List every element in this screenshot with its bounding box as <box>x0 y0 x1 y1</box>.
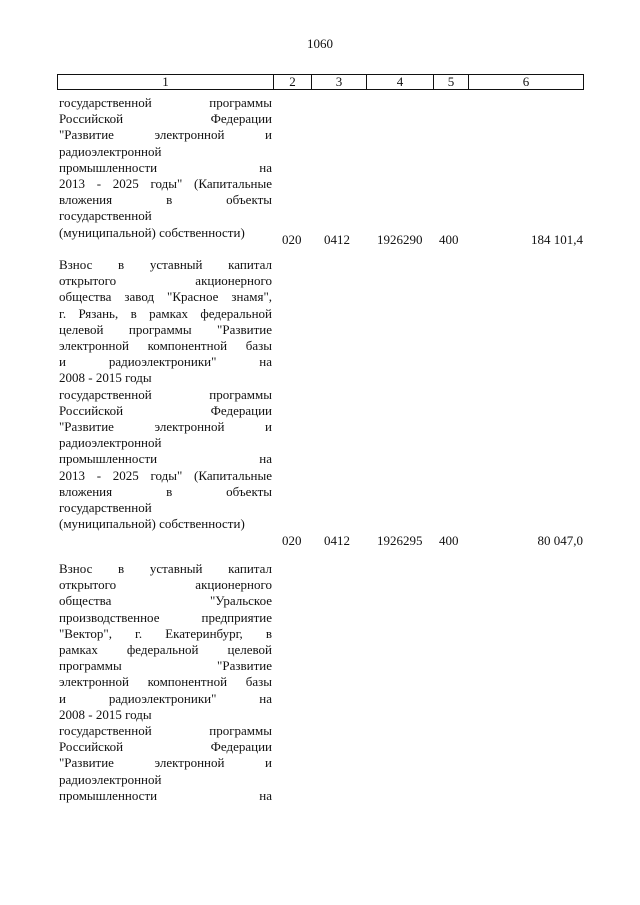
description-line: государственной программы <box>59 723 272 739</box>
description-line: промышленности на <box>59 159 272 175</box>
description-line: электронной компонентной базы <box>59 338 272 354</box>
description-line: производственное предприятие <box>59 609 272 625</box>
cell-section: 0412 <box>324 232 350 247</box>
description-line: "Развитие электронной и <box>59 419 272 435</box>
description-line: Взнос в уставный капитал <box>59 561 272 576</box>
description-line: 2013 - 2025 годы" (Капитальные <box>59 467 272 483</box>
description-line: 2008 - 2015 годы <box>59 370 152 386</box>
description-line: Российской Федерации <box>59 739 272 755</box>
description-line: радиоэлектронной <box>59 771 162 787</box>
cell-amount: 184 101,4 <box>531 232 583 247</box>
description-line: "Развитие электронной и <box>59 127 272 143</box>
description-line: открытого акционерного <box>59 273 272 289</box>
column-header-3: 3 <box>312 75 367 89</box>
row-description <box>59 561 272 804</box>
description-line: рамках федеральной целевой <box>59 642 272 658</box>
cell-target-article: 1926290 <box>377 232 423 247</box>
description-line: государственной программы <box>59 95 272 110</box>
column-header-5: 5 <box>434 75 469 89</box>
page-number: 1060 <box>307 36 333 51</box>
column-header-4: 4 <box>367 75 434 89</box>
cell-ved: 020 <box>282 533 302 548</box>
description-line: Российской Федерации <box>59 402 272 418</box>
description-line: общества завод "Красное знамя", <box>59 289 272 305</box>
cell-amount: 80 047,0 <box>537 533 583 548</box>
description-line: промышленности на <box>59 787 272 803</box>
description-line: открытого акционерного <box>59 577 272 593</box>
cell-target-article: 1926295 <box>377 533 423 548</box>
description-line: "Вектор", г. Екатеринбург, в <box>59 625 272 641</box>
description-line: 2008 - 2015 годы <box>59 706 152 722</box>
cell-ved: 020 <box>282 232 302 247</box>
description-line: радиоэлектронной <box>59 435 162 451</box>
description-line: вложения в объекты <box>59 192 272 208</box>
column-header-1: 1 <box>58 75 274 89</box>
description-line: государственной <box>59 500 152 516</box>
description-line: электронной компонентной базы <box>59 674 272 690</box>
cell-expense-type: 400 <box>439 232 459 247</box>
cell-section: 0412 <box>324 533 350 548</box>
description-line: промышленности на <box>59 451 272 467</box>
description-line: и радиоэлектроники" на <box>59 354 272 370</box>
description-line: государственной <box>59 208 152 224</box>
column-header-2: 2 <box>274 75 312 89</box>
cell-expense-type: 400 <box>439 533 459 548</box>
row-description <box>59 257 272 532</box>
description-line: общества "Уральское <box>59 593 272 609</box>
table-header <box>57 74 584 90</box>
description-line: государственной программы <box>59 386 272 402</box>
description-line: г. Рязань, в рамках федеральной <box>59 305 272 321</box>
description-line: радиоэлектронной <box>59 143 162 159</box>
row-description <box>59 95 272 241</box>
description-line: (муниципальной) собственности) <box>59 224 245 240</box>
description-line: (муниципальной) собственности) <box>59 516 245 532</box>
description-line: Взнос в уставный капитал <box>59 257 272 272</box>
description-line: и радиоэлектроники" на <box>59 690 272 706</box>
description-line: 2013 - 2025 годы" (Капитальные <box>59 176 272 192</box>
description-line: "Развитие электронной и <box>59 755 272 771</box>
description-line: вложения в объекты <box>59 483 272 499</box>
description-line: программы "Развитие <box>59 658 272 674</box>
description-line: целевой программы "Развитие <box>59 321 272 337</box>
column-header-6: 6 <box>522 74 530 89</box>
description-line: Российской Федерации <box>59 111 272 127</box>
